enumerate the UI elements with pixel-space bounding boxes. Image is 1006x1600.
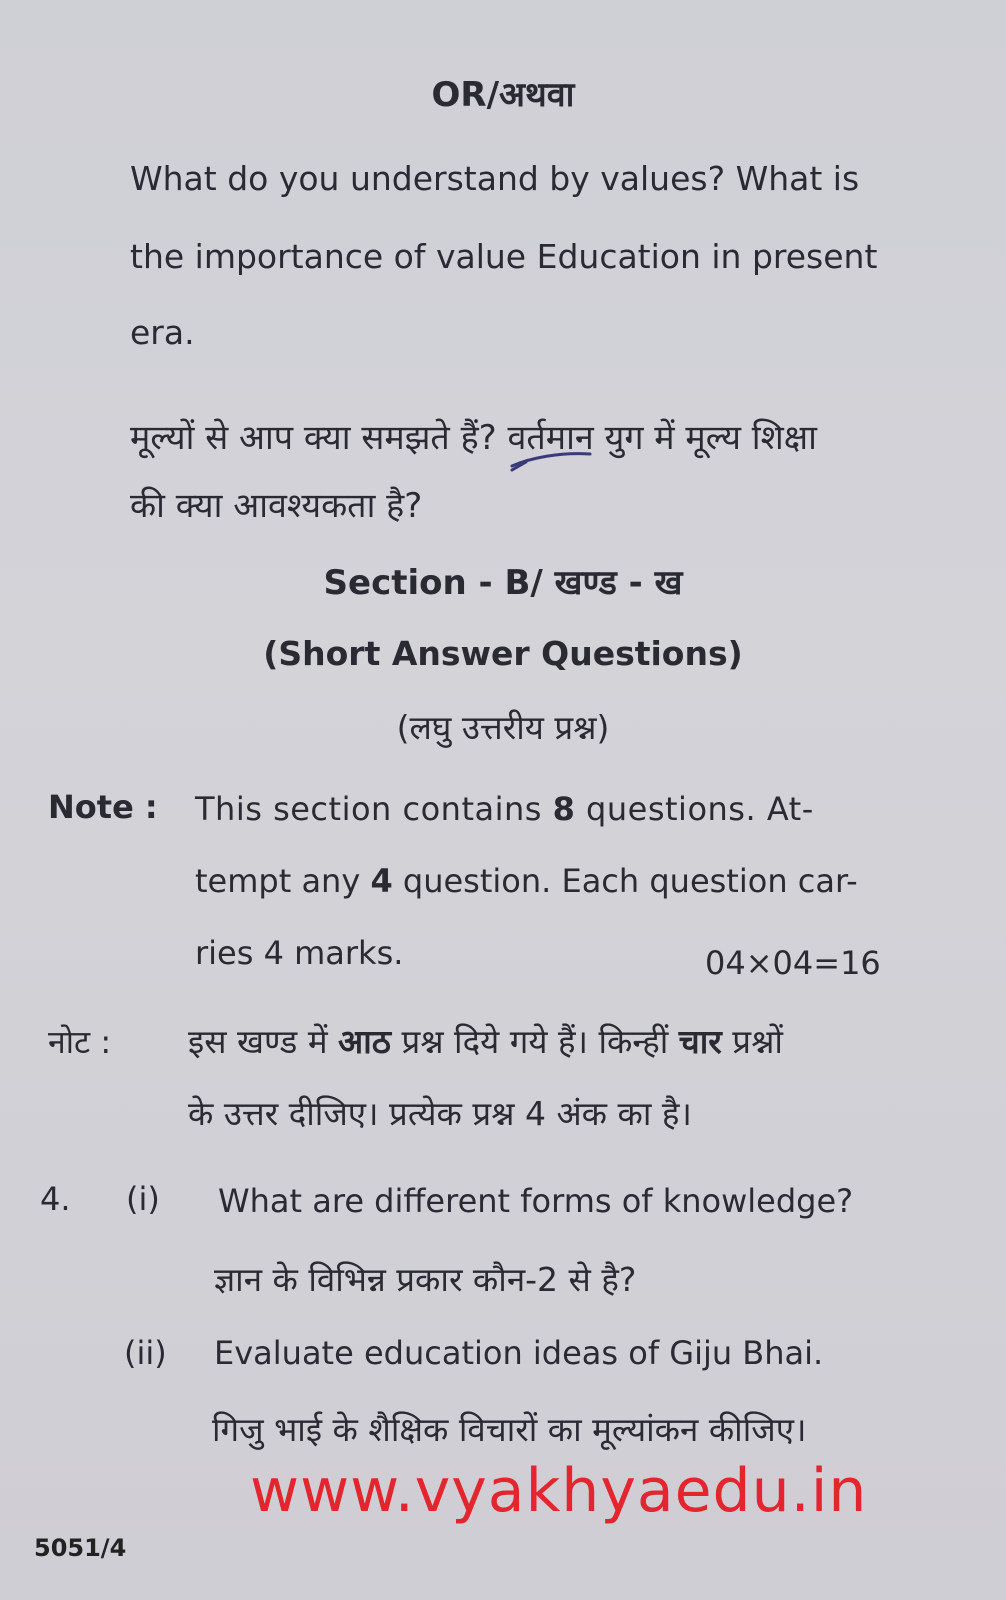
subquestion-i-label: (i) [126, 1180, 160, 1218]
or-question-en-line-3: era. [130, 313, 195, 352]
note-count: 8 [552, 790, 576, 828]
note-hi-count: चार [678, 1022, 722, 1061]
or-heading: OR/अथवा [431, 75, 575, 115]
or-question-en-line-2: the importance of value Education in present [130, 237, 878, 276]
or-question-hi-line-1: मूल्यों से आप क्या समझते हैं? वर्तमान युग में मूल्य शिक्षा [130, 418, 817, 458]
note-label-en: Note : [48, 788, 158, 826]
note-hi-line-2: के उत्तर दीजिए। प्रत्येक प्रश्न 4 अंक का है। [188, 1094, 692, 1133]
note-marks: 04×04=16 [705, 944, 881, 982]
or-question-hi-line-2: की क्या आवश्यकता है? [130, 486, 423, 526]
section-subtitle-hi: (लघु उत्तरीय प्रश्न) [396, 708, 610, 747]
watermark-link[interactable]: www.vyakhyaedu.in [250, 1456, 868, 1526]
note-en-line-1 [195, 790, 814, 828]
note-text: This section contains [195, 790, 553, 828]
subquestion-ii-label: (ii) [124, 1334, 167, 1372]
section-subtitle-en: (Short Answer Questions) [263, 634, 743, 673]
subquestion-i-hi: ज्ञान के विभिन्न प्रकार कौन-2 से है? [214, 1260, 637, 1299]
note-hi-text: प्रश्न दिये गये हैं। किन्हीं [390, 1022, 679, 1061]
note-count: 4 [370, 862, 393, 900]
note-label-hi: नोट : [48, 1023, 112, 1061]
section-title: Section - B/ खण्ड - ख [323, 563, 683, 603]
note-en-line-3: ries 4 marks. [195, 934, 404, 972]
note-hi-count: आठ [338, 1022, 391, 1061]
subquestion-ii-hi: गिजु भाई के शैक्षिक विचारों का मूल्यांकन कीजिए। [212, 1410, 807, 1449]
note-hi-line-1 [188, 1018, 783, 1063]
paper-code: 5051/4 [34, 1534, 127, 1562]
question-number: 4. [40, 1180, 71, 1218]
note-text: question. Each question car- [392, 862, 858, 900]
subquestion-i-en: What are different forms of knowledge? [218, 1182, 854, 1220]
note-hi-text: प्रश्नों [721, 1022, 783, 1061]
note-text: tempt any [195, 862, 371, 900]
note-text: questions. At- [575, 790, 814, 828]
or-question-en-line-1: What do you understand by values? What is [130, 159, 860, 198]
subquestion-ii-en: Evaluate education ideas of Giju Bhai. [214, 1334, 824, 1372]
note-en-line-2 [195, 862, 858, 900]
note-hi-text: इस खण्ड में [188, 1022, 339, 1061]
